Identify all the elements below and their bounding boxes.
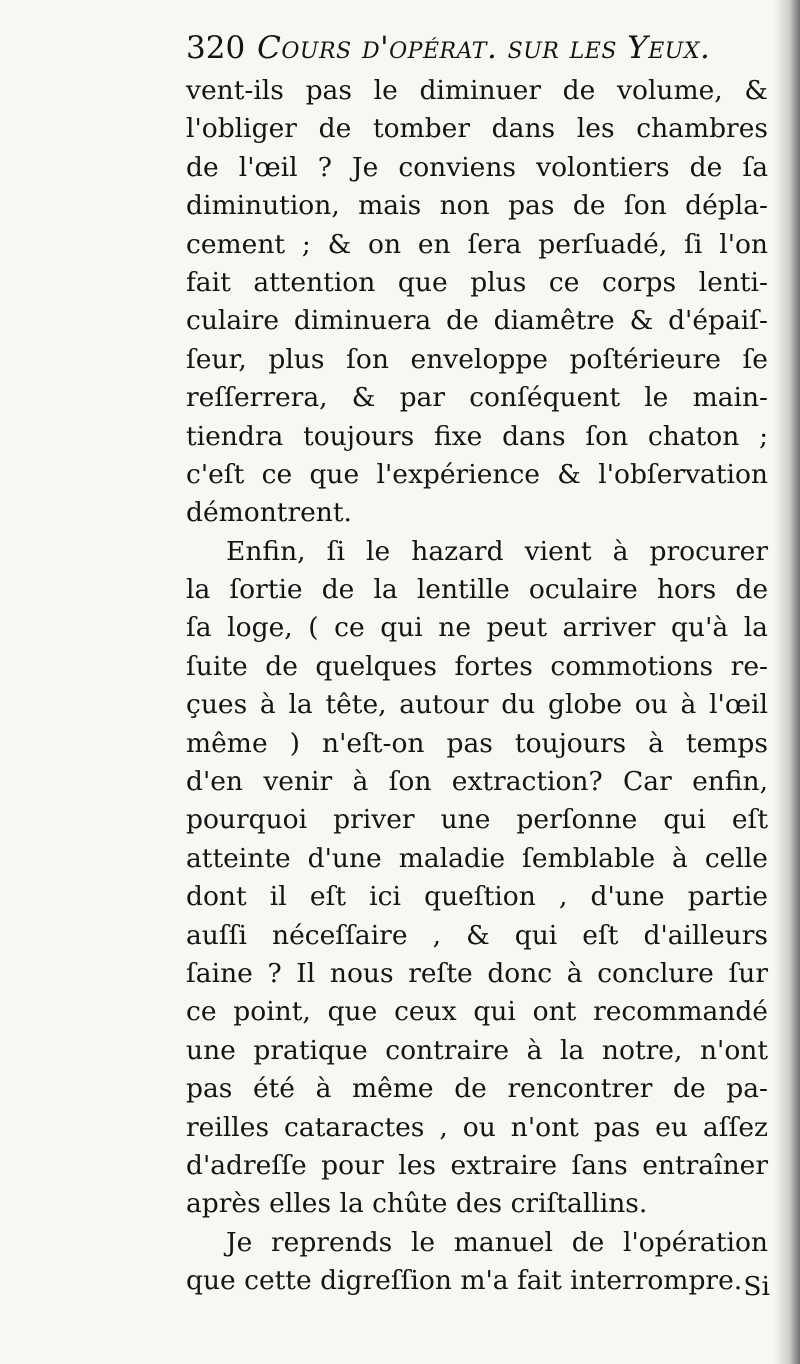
text-line: fait attention que plus ce corps lenti- bbox=[186, 266, 768, 298]
text-line: ſuite de quelques fortes commotions re- bbox=[186, 650, 768, 682]
text-line: atteinte d'une maladie ſemblable à celle bbox=[186, 842, 768, 874]
text-line: que cette digreſſion m'a fait interrompre. bbox=[186, 1265, 743, 1297]
page-gutter-shadow bbox=[774, 0, 800, 1364]
running-title: Cours d'opérat. sur les Yeux. bbox=[257, 30, 711, 66]
text-line: cement ; & on en ſera perſuadé, ſi l'on bbox=[186, 228, 768, 260]
text-line: auſſi néceſſaire , & qui eſt d'ailleurs bbox=[186, 919, 768, 951]
text-line: d'en venir à ſon extraction? Car enfin, bbox=[186, 766, 768, 798]
text-line: pourquoi priver une perſonne qui eſt bbox=[186, 804, 768, 836]
text-line: çues à la tête, autour du globe ou à l'œil bbox=[186, 689, 768, 721]
text-line: Je reprends le manuel de l'opération bbox=[226, 1226, 768, 1258]
text-line: de l'œil ? Je conviens volontiers de ſa bbox=[186, 151, 768, 183]
text-line: tiendra toujours fixe dans ſon chaton ; bbox=[186, 420, 768, 452]
text-line: culaire diminuera de diamêtre & d'épaiſ- bbox=[186, 305, 768, 337]
text-line: d'adreſſe pour les extraire ſans entraîner bbox=[186, 1149, 768, 1181]
text-line: diminution, mais non pas de ſon dépla- bbox=[186, 190, 768, 222]
catchword: Si bbox=[743, 1271, 770, 1302]
text-line: après elles la chûte des criſtallins. bbox=[186, 1188, 648, 1220]
body-text bbox=[186, 72, 768, 1301]
text-line: dont il eſt ici queſtion , d'une partie bbox=[186, 881, 768, 913]
text-line: pas été à même de rencontrer de pa- bbox=[186, 1073, 768, 1105]
page-number: 320 bbox=[186, 30, 246, 66]
text-line: ſaine ? Il nous reſte donc à conclure ſur bbox=[186, 957, 768, 989]
text-line: c'eſt ce que l'expérience & l'obſervation bbox=[186, 458, 768, 490]
text-line: démontrent. bbox=[186, 497, 352, 529]
text-line: la ſortie de la lentille oculaire hors de bbox=[186, 574, 768, 606]
text-line: ſa loge, ( ce qui ne peut arriver qu'à la bbox=[186, 612, 768, 644]
text-line: une pratique contraire à la notre, n'ont bbox=[186, 1034, 768, 1066]
text-line: l'obliger de tomber dans les chambres bbox=[186, 113, 768, 145]
text-line: reilles cataractes , ou n'ont pas eu aſſez bbox=[186, 1111, 768, 1143]
text-line: Enfin, ſi le hazard vient à procurer bbox=[226, 535, 768, 567]
text-line: même ) n'eſt-on pas toujours à temps bbox=[186, 727, 768, 759]
text-line: ſeur, plus ſon enveloppe poſtérieure ſe bbox=[186, 343, 768, 375]
text-line: vent-ils pas le diminuer de volume, & bbox=[186, 75, 768, 106]
text-line: ce point, que ceux qui ont recommandé bbox=[186, 996, 768, 1028]
running-head bbox=[186, 26, 766, 70]
text-line: reſſerrera, & par conſéquent le main- bbox=[186, 382, 768, 414]
